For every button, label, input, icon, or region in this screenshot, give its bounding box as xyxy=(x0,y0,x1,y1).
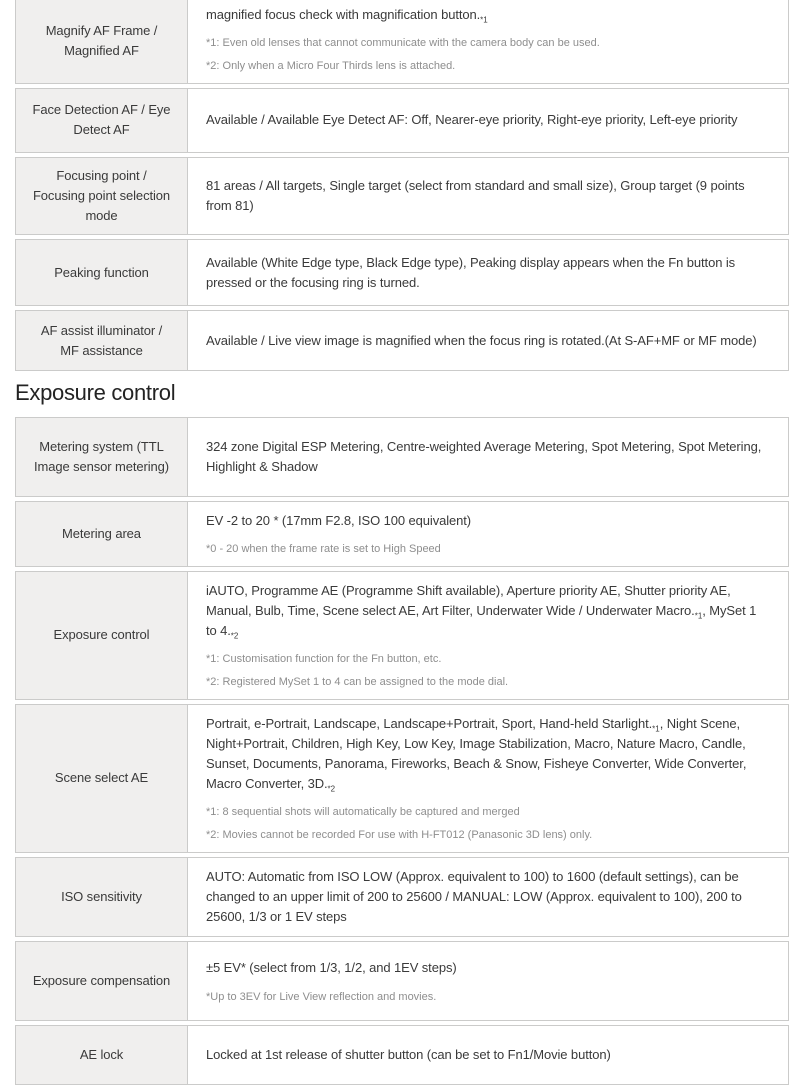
section-heading-exposure-control: Exposure control xyxy=(15,380,176,406)
spec-label: Metering area xyxy=(16,502,188,565)
spec-row xyxy=(15,857,789,937)
spec-value-text: Available / Live view image is magnified when the focus ring is rotated.(At S-AF+MF or MF mode) xyxy=(206,332,757,348)
spec-value-text: iAUTO, Programme AE (Programme Shift available), Aperture priority AE, Shutter priority AE, Manual, Bulb, Time, Scene select AE, Art Filter, Underwater Wide / Underwater $Macro._{*1}$, MySet 1 to $4._{*2}$ xyxy=(206,582,757,641)
spec-value xyxy=(188,0,788,83)
spec-row xyxy=(15,501,789,566)
spec-value xyxy=(188,858,788,936)
spec-label: Metering system (TTL Image sensor metering) xyxy=(16,418,188,496)
spec-label: Magnify AF Frame / Magnified AF xyxy=(16,0,188,83)
spec-row xyxy=(15,0,789,84)
spec-value-text: Available (White Edge type, Black Edge type), Peaking display appears when the Fn button is pressed or the focusing ring is turned. xyxy=(206,254,736,290)
spec-row xyxy=(15,941,789,1021)
footnote-marker: *2 xyxy=(327,784,336,794)
spec-label: Face Detection AF / Eye Detect AF xyxy=(16,89,188,152)
spec-value xyxy=(188,158,788,234)
footnote-marker: *1 xyxy=(694,611,703,621)
footnote: *Up to 3EV for Live View reflection and movies. xyxy=(206,990,437,1003)
footnote-marker: *1 xyxy=(480,15,488,25)
spec-value-text: 81 areas / All targets, Single target (select from standard and small size), Group target (9 points from 81) xyxy=(206,177,745,213)
footnote-marker: *2 xyxy=(230,631,239,641)
spec-value xyxy=(188,240,788,305)
spec-row xyxy=(15,417,789,497)
spec-label: Peaking function xyxy=(16,240,188,305)
footnote: *1: Even old lenses that cannot communicate with the camera body can be used. xyxy=(206,37,600,50)
spec-value-text: ±5 EV* (select from 1/3, 1/2, and 1EV steps) xyxy=(206,960,457,976)
spec-row xyxy=(15,157,789,235)
spec-row xyxy=(15,704,789,853)
spec-value xyxy=(188,311,788,370)
footnote: *1: Customisation function for the Fn button, etc. xyxy=(206,653,442,666)
footnote-marker: *1 xyxy=(652,724,660,734)
spec-value xyxy=(188,705,788,852)
spec-value xyxy=(188,502,788,565)
spec-value xyxy=(188,418,788,496)
spec-label: Exposure control xyxy=(16,572,188,699)
spec-value-text: AUTO: Automatic from ISO LOW (Approx. equivalent to 100) to 1600 (default settings), can be changed to an upper limit of 200 to 25600 / MANUAL: LOW (Approx. equivalent to 100), 200 to 25600, 1/3 or 1 EV steps xyxy=(206,868,742,925)
footnote: *0 - 20 when the frame rate is set to High Speed xyxy=(206,543,441,556)
spec-value xyxy=(188,572,788,699)
spec-value xyxy=(188,89,788,152)
exposure-spec-table xyxy=(15,417,789,1085)
af-spec-table xyxy=(15,0,789,371)
spec-row xyxy=(15,571,789,700)
footnote: *2: Registered MySet 1 to 4 can be assigned to the mode dial. xyxy=(206,676,509,689)
spec-label: Scene select AE xyxy=(16,705,188,852)
spec-value-text: magnified focus check with magnification $button._{*1}$ xyxy=(206,7,488,25)
spec-label: ISO sensitivity xyxy=(16,858,188,936)
spec-label: Exposure compensation xyxy=(16,942,188,1020)
spec-value-text: Locked at 1st release of shutter button (can be set to Fn1/Movie button) xyxy=(206,1047,611,1063)
spec-row xyxy=(15,310,789,371)
footnote: *2: Only when a Micro Four Thirds lens is attached. xyxy=(206,60,456,73)
spec-value-text: EV -2 to 20 * (17mm F2.8, ISO 100 equivalent) xyxy=(206,513,472,529)
spec-label: Focusing point / Focusing point selection mode xyxy=(16,158,188,234)
footnote: *2: Movies cannot be recorded For use with H-FT012 (Panasonic 3D lens) only. xyxy=(206,829,593,842)
spec-row xyxy=(15,88,789,153)
spec-label: AF assist illuminator / MF assistance xyxy=(16,311,188,370)
footnote: *1: 8 sequential shots will automatically be captured and merged xyxy=(206,806,520,819)
spec-value xyxy=(188,1026,788,1084)
spec-value-text: Available / Available Eye Detect AF: Off, Nearer-eye priority, Right-eye priority, Left-eye priority xyxy=(206,112,738,128)
spec-label: AE lock xyxy=(16,1026,188,1084)
spec-value xyxy=(188,942,788,1020)
spec-value-text: Portrait, e-Portrait, Landscape, Landscape+Portrait, Sport, Hand-held $Starlight._{*1}$, Night Scene, Night+Portrait, Children, High Key, Low Key, Image Stabilization, Macro, Nature Macro, Candle, Sunset, Documents, Panorama, Fireworks, Beach & Snow, Fisheye Converter, Wide Converter, Macro Converter, $3D._{*2}$ xyxy=(206,715,747,794)
spec-row xyxy=(15,239,789,306)
spec-row xyxy=(15,1025,789,1085)
spec-value-text: 324 zone Digital ESP Metering, Centre-weighted Average Metering, Spot Metering, Spot Metering, Highlight & Shadow xyxy=(206,439,762,475)
